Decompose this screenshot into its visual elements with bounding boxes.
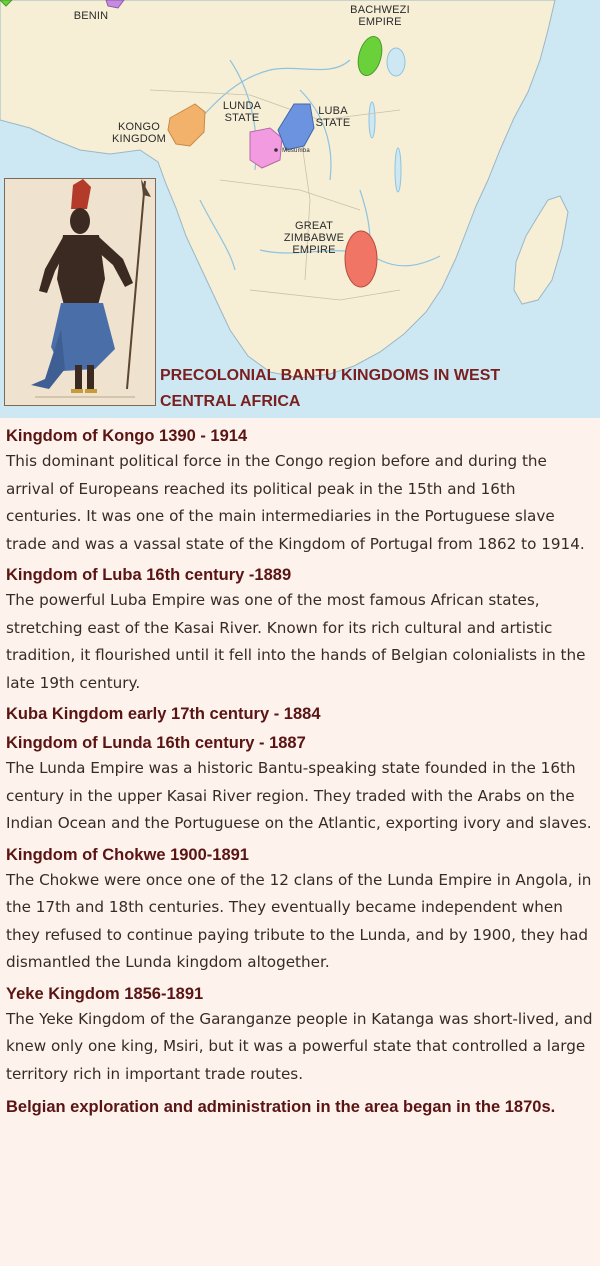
section-heading: Kuba Kingdom early 17th century - 1884	[6, 705, 321, 723]
label-kongo: KONGO KINGDOM	[112, 121, 166, 145]
content	[0, 418, 600, 1121]
section-body: This dominant political force in the Congo region before and during the arrival of Europeans reached its political peak in the 15th and 16th centuries. It was one of the main intermediaries in the Portuguese slave trade and was a vassal state of the Kingdom of Portugal from 1862 to 1914.	[6, 452, 585, 553]
section-yeke	[6, 982, 594, 1089]
section-lunda	[6, 731, 594, 838]
closing-note: Belgian exploration and administration in the area began in the 1870s.	[6, 1098, 556, 1116]
section-body: The Chokwe were once one of the 12 clans of the Lunda Empire in Angola, in the 17th and 18th centuries. They eventually became independent when they refused to continue paying tribute to the Lunda, and by 1900, they had dismantled the Lunda kingdom altogether.	[6, 870, 592, 971]
king-portrait-image	[4, 178, 156, 406]
map-title: PRECOLONIAL BANTU KINGDOMS IN WEST CENTRAL AFRICA	[160, 367, 501, 410]
section-kongo	[6, 424, 594, 558]
section-luba	[6, 563, 594, 697]
section-chokwe	[6, 843, 594, 977]
musumba-marker	[274, 148, 278, 152]
madagascar-island	[514, 196, 568, 304]
section-heading: Kingdom of Lunda 16th century - 1887	[6, 734, 306, 752]
section-body: The Lunda Empire was a historic Bantu-speaking state founded in the 16th century in the upper Kasai River region. They traded with the Arabs on the Indian Ocean and the Portuguese on the Atlantic, exporting ivory and slaves.	[6, 759, 592, 832]
section-body: The Yeke Kingdom of the Garanganze people in Katanga was short-lived, and knew only one king, Msiri, but it was a powerful state that controlled a large territory rich in important trade routes.	[6, 1009, 593, 1083]
map	[0, 0, 600, 418]
section-body: The powerful Luba Empire was one of the most famous African states, stretching east of the Kasai River. Known for its rich cultural and artistic tradition, it flourished until it fell into the hands of Belgian colonialists in the late 19th century.	[6, 591, 586, 692]
label-luba: LUBA STATE	[315, 105, 351, 129]
section-heading: Kingdom of Kongo 1390 - 1914	[6, 427, 248, 445]
label-great-zimbabwe: GREAT ZIMBABWE EMPIRE	[283, 220, 345, 256]
label-musumba: Musumba	[282, 148, 310, 154]
label-lunda: LUNDA STATE	[222, 100, 262, 124]
section-heading: Yeke Kingdom 1856-1891	[6, 984, 204, 1003]
section-kuba	[6, 702, 594, 726]
label-bachwezi: BACHWEZI EMPIRE	[350, 4, 410, 28]
label-benin: BENIN	[73, 10, 109, 22]
section-heading: Kingdom of Luba 16th century -1889	[6, 566, 292, 584]
section-heading: Kingdom of Chokwe 1900-1891	[6, 845, 249, 864]
